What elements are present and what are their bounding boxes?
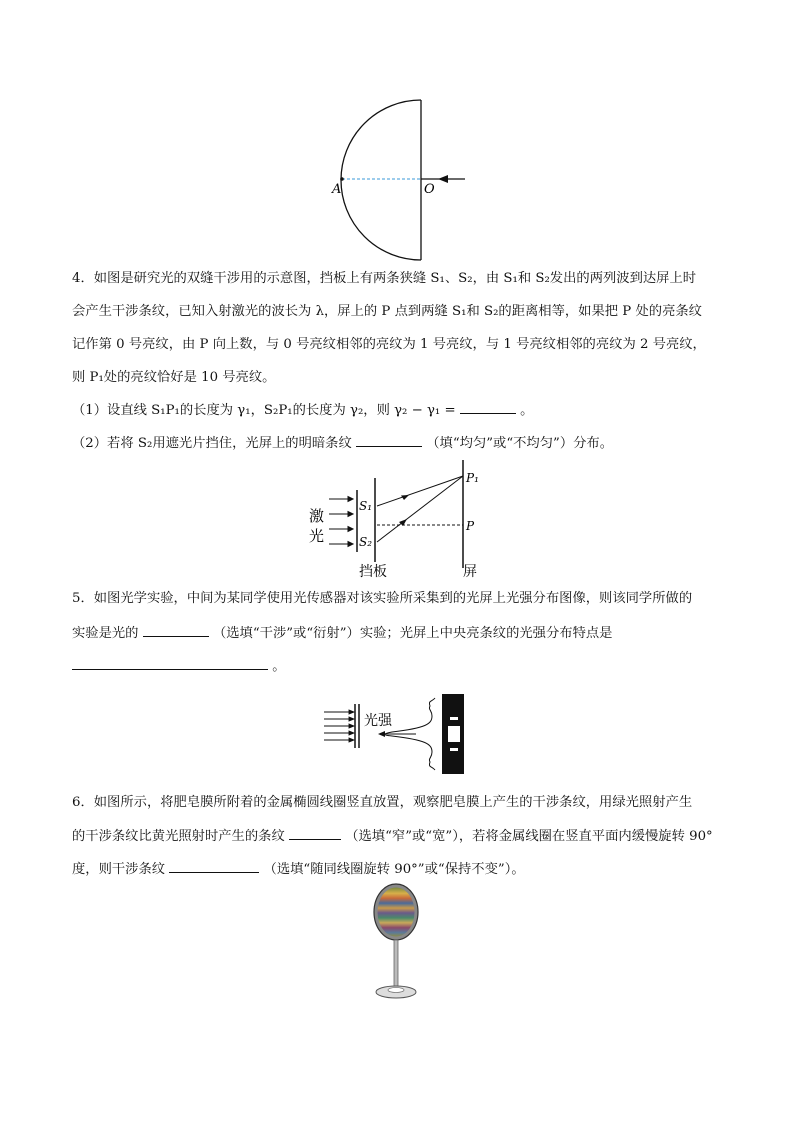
q6-line-2 [72,826,713,846]
q4-sub1-end: 。 [520,403,534,418]
fringe-top [450,717,458,720]
semicircle-arc [341,100,421,260]
incoming-rays [324,710,354,742]
point-P: P [466,519,475,533]
fringe-center [448,726,460,742]
q5-line-2 [72,623,612,643]
intensity-arrowhead [378,731,385,737]
laser-label-2: 光 [309,527,325,545]
ray-S1P1 [377,476,463,506]
q6-line-2-text: 的干涉条纹比黄光照射时产生的条纹 [72,829,285,844]
q5-blank-1[interactable] [143,623,209,637]
q6-blank-2[interactable] [169,859,259,873]
q5-blank-2[interactable] [72,656,268,670]
q6-line-2-rest: （选填“窄”或“宽”），若将金属线圈在竖直平面内缓慢旋转 90° [345,829,713,844]
slit-S2: S₂ [359,535,373,549]
fringe-bottom [450,748,458,751]
ray-S2P1 [377,476,463,542]
q4-line-1: 4．如图是研究光的双缝干涉用的示意图，挡板上有两条狭缝 S₁、S₂，由 S₁和 S₂发出的两列波到达屏上时 [72,271,697,286]
q4-line-3: 记作第 0 号亮纹，由 P 向上数，与 0 号亮纹相邻的亮纹为 1 号亮纹，与 1 号亮纹相邻的亮纹为 2 号亮纹， [72,337,706,352]
stand-base-top [388,988,404,993]
semicircle-figure [320,95,480,265]
soap-film-figure [368,882,428,1004]
q4-sub2-text: （2）若将 S₂用遮光片挡住，光屏上的明暗条纹 [72,436,352,451]
q4-sub1 [72,400,533,420]
q4-sub2-blank[interactable] [356,433,422,447]
q4-line-4: 则 P₁处的亮纹恰好是 10 号亮纹。 [72,370,276,385]
q5-line-1: 5．如图光学实验，中间为某同学使用光传感器对该实验所采集到的光屏上光强分布图像，则该同学所做的 [72,591,693,606]
point-P1: P₁ [466,471,479,485]
q6-line-1: 6．如图所示，将肥皂膜所附着的金属椭圆线圈竖直放置，观察肥皂膜上产生的干涉条纹，用绿光照射产生 [72,795,693,810]
point-A [340,177,344,181]
q5-line-2-rest: （选填“干涉”或“衍射”）实验；光屏上中央亮条纹的光强分布特点是 [212,626,613,641]
q5-line-2-text: 实验是光的 [72,626,139,641]
q4-sub1-text: （1）设直线 S₁P₁的长度为 γ₁，S₂P₁的长度为 γ₂，则 γ₂ − γ₁ = [72,403,456,418]
q4-sub2-end: （填“均匀”或“不均匀”）分布。 [426,436,614,451]
q4-sub1-blank[interactable] [460,400,516,414]
q6-line-3 [72,859,525,879]
q4-sub2 [72,433,613,453]
double-slit-figure [305,458,495,583]
baffle-label: 挡板 [359,564,387,580]
q5-line-3 [72,656,286,676]
label-O: O [424,182,435,197]
q4-line-2: 会产生干涉条纹，已知入射激光的波长为 λ，屏上的 P 点到两缝 S₁和 S₂的距离相等，如果把 P 处的亮条纹 [72,304,702,319]
screen-label: 屏 [463,564,477,580]
laser-arrows [329,497,353,547]
q5-line-3-end: 。 [272,659,286,674]
ring-stem [394,940,398,990]
q6-blank-1[interactable] [289,826,341,840]
light-intensity-figure [322,694,472,774]
q6-line-3-text: 度，则干涉条纹 [72,862,166,877]
ray-arrowhead [438,175,448,183]
intensity-label: 光强 [364,713,392,729]
laser-label-1: 激 [309,507,325,525]
q6-line-3-rest: （选填“随同线圈旋转 90°”或“保持不变”）。 [263,862,525,877]
label-A: A [332,182,342,197]
slit-S1: S₁ [359,499,373,513]
soap-film [378,888,415,937]
